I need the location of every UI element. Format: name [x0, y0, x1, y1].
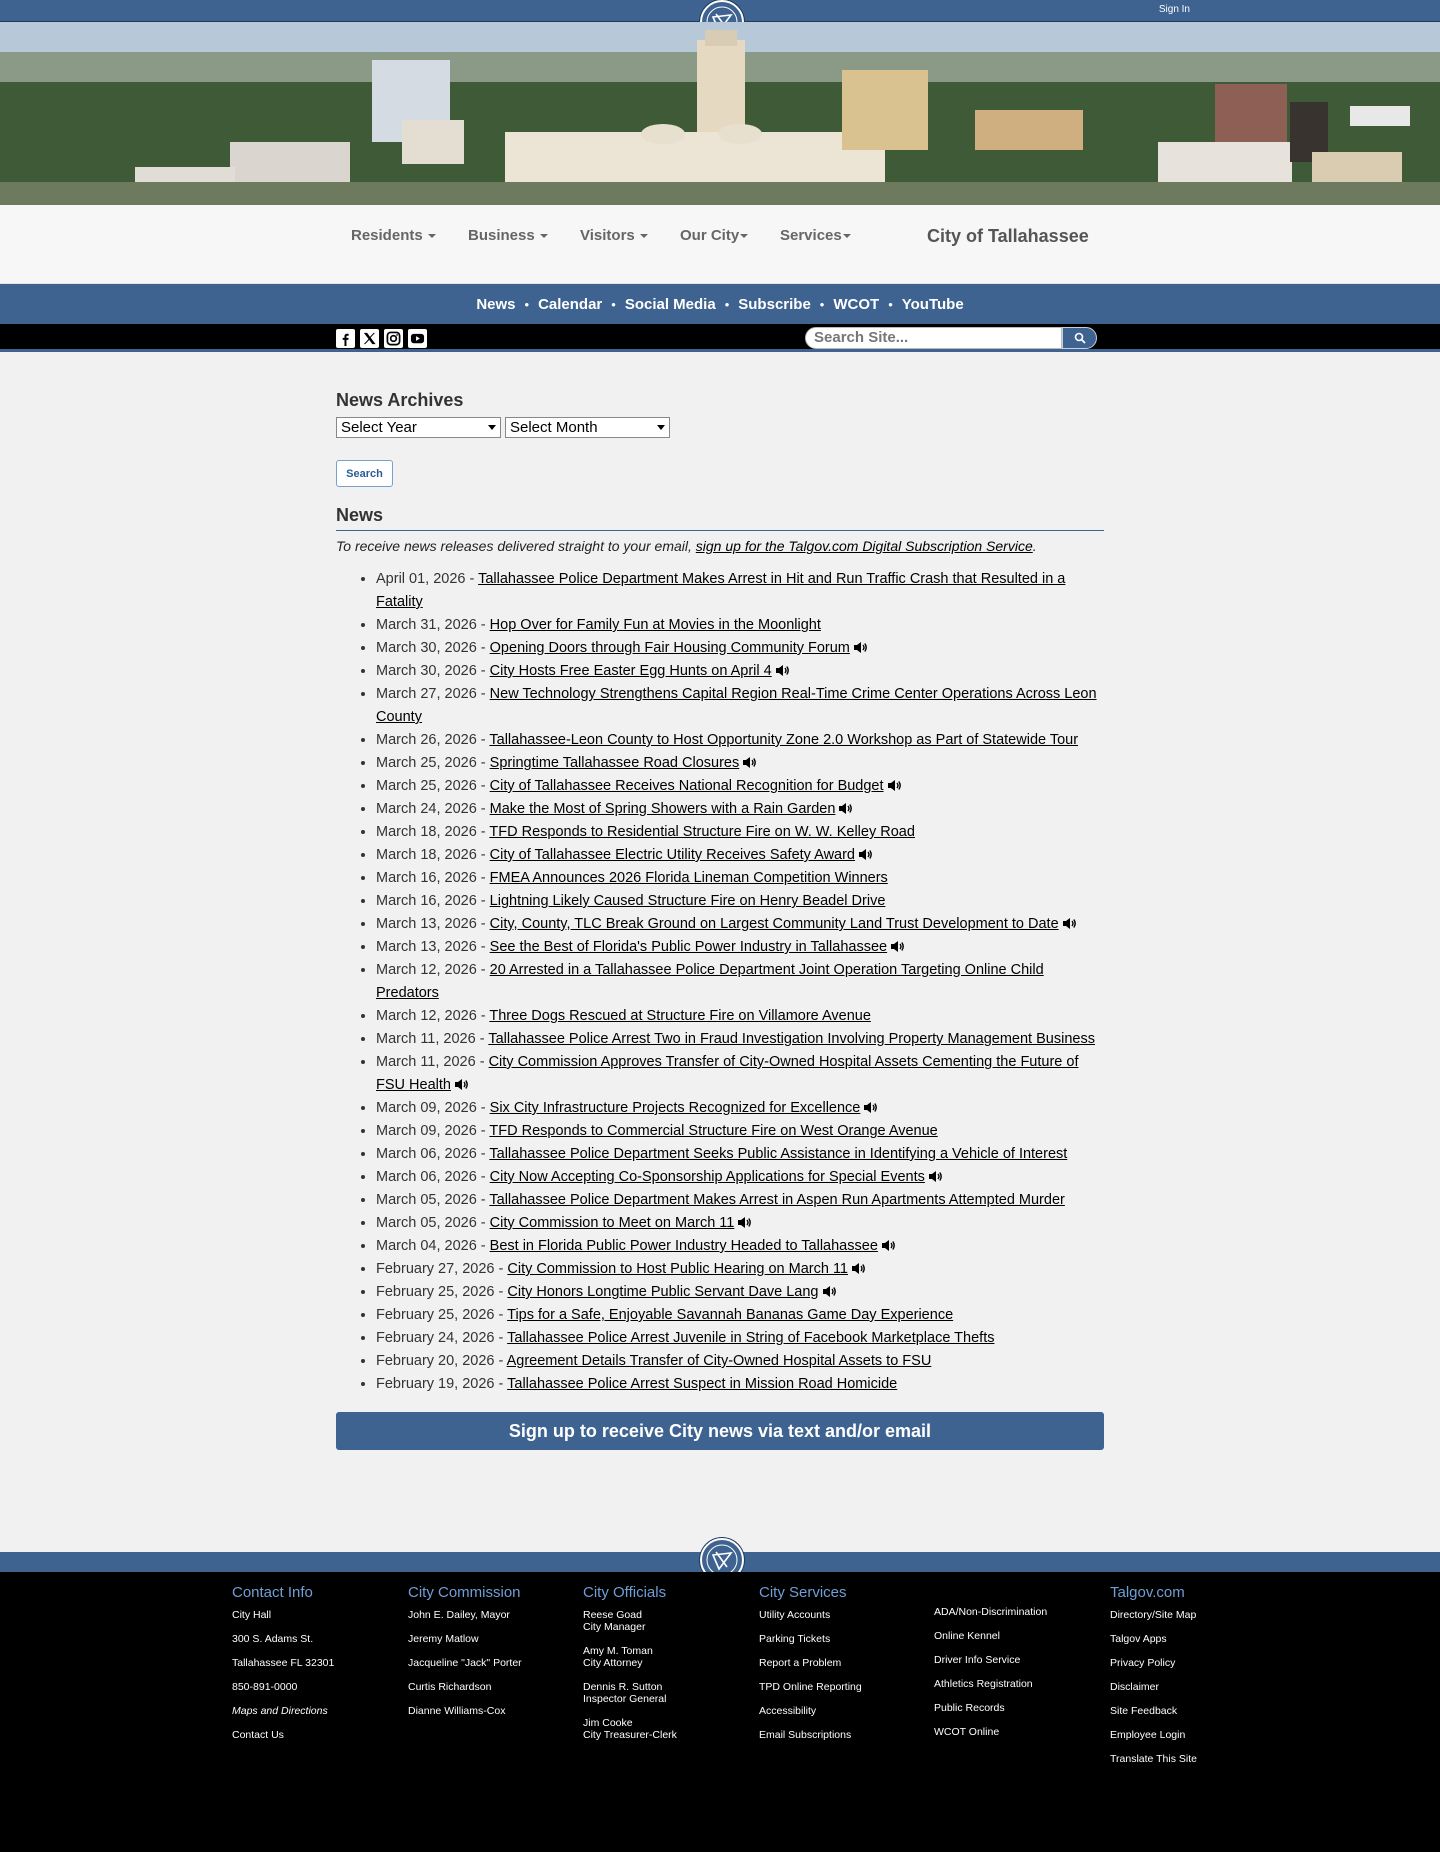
footer-link-text: Disclaimer — [1110, 1681, 1160, 1693]
news-date: April 01, 2026 — [376, 571, 466, 587]
news-link[interactable]: 20 Arrested in a Tallahassee Police Department Joint Operation Targeting Online Child Predators — [376, 962, 1044, 1001]
news-item: • February 25, 2026 - City Honors Longtime Public Servant Dave Lang — [376, 1281, 1104, 1304]
news-date: February 25, 2026 — [376, 1307, 495, 1323]
news-item: • March 24, 2026 - Make the Most of Spring Showers with a Rain Garden — [376, 798, 1104, 821]
news-item: • March 13, 2026 - See the Best of Florida's Public Power Industry in Tallahassee — [376, 936, 1104, 959]
news-date: March 30, 2026 — [376, 663, 477, 679]
footer-heading[interactable]: Contact Info — [232, 1584, 313, 1601]
news-link[interactable]: City of Tallahassee Electric Utility Receives Safety Award — [489, 847, 855, 863]
footer-link[interactable] — [583, 1717, 677, 1741]
footer-link-text: Utility Accounts — [759, 1609, 831, 1621]
subnav-calendar[interactable]: Calendar — [538, 296, 603, 313]
footer-link[interactable] — [232, 1609, 334, 1621]
news-link[interactable]: Hop Over for Family Fun at Movies in the Moonlight — [489, 617, 821, 633]
news-link[interactable]: New Technology Strengthens Capital Region Real-Time Crime Center Operations Across Leon County — [376, 686, 1097, 725]
footer-link[interactable] — [759, 1705, 862, 1717]
footer-link-text: Accessibility — [759, 1705, 817, 1717]
footer-link-text: Tallahassee FL 32301 — [232, 1657, 335, 1669]
news-item: • March 18, 2026 - TFD Responds to Residential Structure Fire on W. W. Kelley Road — [376, 821, 1104, 844]
footer-link[interactable] — [1110, 1681, 1197, 1693]
news-date: March 05, 2026 — [376, 1215, 477, 1231]
footer-link-text: Online Kennel — [934, 1630, 1000, 1642]
subnav-social-media[interactable]: Social Media — [624, 296, 716, 313]
news-item: • March 11, 2026 - City Commission Approves Transfer of City-Owned Hospital Assets Cementing the Future of FSU Health — [376, 1051, 1104, 1097]
footer-link-text: Reese Goad — [583, 1609, 642, 1621]
footer-link[interactable] — [408, 1633, 522, 1645]
footer-link-text: Public Records — [934, 1702, 1005, 1714]
news-date: March 09, 2026 — [376, 1100, 477, 1116]
footer-link[interactable] — [1110, 1657, 1197, 1669]
footer-link-text: 850-891-0000 — [232, 1681, 298, 1693]
news-link[interactable]: TFD Responds to Commercial Structure Fire on West Orange Avenue — [489, 1123, 938, 1139]
nav-services-label: Services — [780, 227, 842, 244]
footer-link[interactable] — [1110, 1633, 1197, 1645]
footer-link-text: Maps and Directions — [232, 1705, 328, 1717]
footer-heading[interactable]: Talgov.com — [1110, 1584, 1185, 1601]
news-date: March 30, 2026 — [376, 640, 477, 656]
news-intro — [336, 538, 1104, 554]
news-date: March 13, 2026 — [376, 939, 477, 955]
news-link[interactable]: Tallahassee Police Arrest Juvenile in String of Facebook Marketplace Thefts — [507, 1330, 995, 1346]
footer-link[interactable] — [408, 1681, 522, 1693]
news-link[interactable]: City Now Accepting Co-Sponsorship Applications for Special Events — [489, 1169, 925, 1185]
news-item: • February 27, 2026 - City Commission to Host Public Hearing on March 11 — [376, 1258, 1104, 1281]
footer-link[interactable] — [1110, 1705, 1197, 1717]
news-date: March 27, 2026 — [376, 686, 477, 702]
footer-heading[interactable]: City Commission — [408, 1584, 521, 1601]
footer-link[interactable] — [934, 1606, 1047, 1618]
search-icon — [1074, 332, 1086, 344]
caret-down-icon — [843, 234, 851, 238]
news-item: • March 27, 2026 - New Technology Strengthens Capital Region Real-Time Crime Center Operations Across Leon County — [376, 683, 1104, 729]
footer-link[interactable] — [934, 1654, 1047, 1666]
footer-link[interactable] — [232, 1681, 334, 1693]
news-date: March 16, 2026 — [376, 893, 477, 909]
footer-link-text: Contact Us — [232, 1729, 284, 1741]
footer-link[interactable] — [1110, 1609, 1197, 1621]
news-item: • March 09, 2026 - Six City Infrastructure Projects Recognized for Excellence — [376, 1097, 1104, 1120]
footer-link[interactable] — [759, 1729, 862, 1741]
nav-services[interactable] — [780, 227, 851, 244]
archive-search-button[interactable]: Search — [336, 460, 393, 487]
archive-filters — [336, 417, 1104, 438]
news-date: March 18, 2026 — [376, 824, 477, 840]
footer-link-text: City Treasurer-Clerk — [583, 1729, 677, 1741]
news-list — [336, 568, 1104, 1396]
footer-link-text: ADA/Non-Discrimination — [934, 1606, 1048, 1618]
news-item: • March 25, 2026 - Springtime Tallahassee Road Closures — [376, 752, 1104, 775]
footer-link[interactable] — [759, 1633, 862, 1645]
footer-link-text: City Manager — [583, 1621, 646, 1633]
news-item: • March 11, 2026 - Tallahassee Police Arrest Two in Fraud Investigation Involving Property Management Business — [376, 1028, 1104, 1051]
news-date: March 25, 2026 — [376, 755, 477, 771]
year-select-value: Select Year — [341, 419, 417, 436]
news-link[interactable]: City Commission to Host Public Hearing on March 11 — [507, 1261, 848, 1277]
news-link[interactable]: Make the Most of Spring Showers with a Rain Garden — [489, 801, 836, 817]
footer-link-text: Dianne Williams-Cox — [408, 1705, 506, 1717]
subnav-wcot[interactable]: WCOT — [833, 296, 880, 313]
footer-link[interactable] — [232, 1729, 334, 1741]
news-link[interactable]: City Commission to Meet on March 11 — [489, 1215, 735, 1231]
speaker-icon[interactable] — [1059, 916, 1077, 932]
footer-link[interactable] — [934, 1726, 1047, 1738]
footer-column — [759, 1584, 862, 1753]
news-item: • March 13, 2026 - City, County, TLC Break Ground on Largest Community Land Trust Development to Date — [376, 913, 1104, 936]
speaker-icon[interactable] — [887, 939, 905, 955]
news-date: February 19, 2026 — [376, 1376, 495, 1392]
youtube-icon[interactable] — [408, 329, 427, 348]
news-date: March 13, 2026 — [376, 916, 477, 932]
news-date: March 26, 2026 — [376, 732, 477, 748]
news-item: • March 25, 2026 - City of Tallahassee Receives National Recognition for Budget — [376, 775, 1104, 798]
news-item: • March 05, 2026 - Tallahassee Police Department Makes Arrest in Aspen Run Apartments Attempted Murder — [376, 1189, 1104, 1212]
footer-link-text: Dennis R. Sutton — [583, 1681, 663, 1693]
footer-link[interactable] — [1110, 1753, 1197, 1765]
nav-residents-label: Residents — [351, 227, 423, 244]
news-item: • March 04, 2026 - Best in Florida Public Power Industry Headed to Tallahassee — [376, 1235, 1104, 1258]
news-heading: News — [336, 505, 1104, 531]
chevron-down-icon — [657, 425, 665, 430]
separator-dot: • — [819, 297, 825, 312]
news-link[interactable]: Three Dogs Rescued at Structure Fire on Villamore Avenue — [489, 1008, 871, 1024]
speaker-icon[interactable] — [860, 1100, 878, 1116]
footer-link-text: City Hall — [232, 1609, 272, 1621]
news-link[interactable]: Lightning Likely Caused Structure Fire on Henry Beadel Drive — [489, 893, 886, 909]
footer-link-text: City Attorney — [583, 1657, 643, 1669]
archives-title: News Archives — [336, 390, 464, 410]
speaker-icon[interactable] — [855, 847, 873, 863]
news-link[interactable]: City Commission Approves Transfer of City-Owned Hospital Assets Cementing the Future of FSU Health — [376, 1054, 1079, 1093]
footer-link-text: Site Feedback — [1110, 1705, 1178, 1717]
footer-link-text: Amy M. Toman — [583, 1645, 653, 1657]
footer-heading[interactable]: City Officials — [583, 1584, 667, 1601]
footer-link[interactable] — [1110, 1729, 1197, 1741]
news-item: • March 12, 2026 - Three Dogs Rescued at Structure Fire on Villamore Avenue — [376, 1005, 1104, 1028]
news-item: • March 05, 2026 - City Commission to Meet on March 11 — [376, 1212, 1104, 1235]
news-link[interactable]: Springtime Tallahassee Road Closures — [489, 755, 740, 771]
separator-dot: • — [524, 297, 530, 312]
news-date: March 11, 2026 — [376, 1031, 476, 1047]
speaker-icon[interactable] — [835, 801, 853, 817]
news-link[interactable]: City Honors Longtime Public Servant Dave Lang — [507, 1284, 819, 1300]
news-link[interactable]: Tips for a Safe, Enjoyable Savannah Bananas Game Day Experience — [507, 1307, 954, 1323]
footer-link-text: Driver Info Service — [934, 1654, 1021, 1666]
speaker-icon[interactable] — [734, 1215, 752, 1231]
news-date: March 18, 2026 — [376, 847, 477, 863]
news-date: March 16, 2026 — [376, 870, 477, 886]
news-date: March 12, 2026 — [376, 962, 477, 978]
news-link[interactable]: See the Best of Florida's Public Power Industry in Tallahassee — [489, 939, 888, 955]
month-select[interactable] — [505, 417, 670, 438]
nav-visitors[interactable] — [580, 227, 648, 244]
footer-column — [934, 1606, 1047, 1750]
news-date: March 04, 2026 — [376, 1238, 477, 1254]
caret-down-icon — [540, 234, 548, 238]
search-button[interactable] — [1062, 327, 1097, 349]
news-item: • March 30, 2026 - Opening Doors through Fair Housing Community Forum — [376, 637, 1104, 660]
news-date: February 25, 2026 — [376, 1284, 495, 1300]
news-date: March 06, 2026 — [376, 1146, 477, 1162]
footer-link[interactable] — [934, 1678, 1047, 1690]
news-item: • February 24, 2026 - Tallahassee Police Arrest Juvenile in String of Facebook Marketplace Thefts — [376, 1327, 1104, 1350]
news-link[interactable]: City Hosts Free Easter Egg Hunts on April 4 — [489, 663, 772, 679]
news-link[interactable]: Six City Infrastructure Projects Recognized for Excellence — [489, 1100, 861, 1116]
site-brand[interactable]: City of Tallahassee — [927, 226, 1089, 246]
news-link[interactable]: Tallahassee Police Department Seeks Public Assistance in Identifying a Vehicle of Interest — [489, 1146, 1068, 1162]
footer-column — [232, 1584, 334, 1753]
news-link[interactable]: Tallahassee Police Department Makes Arrest in Hit and Run Traffic Crash that Resulted in a Fatality — [376, 571, 1066, 610]
speaker-icon[interactable] — [850, 640, 868, 656]
news-item: • March 16, 2026 - Lightning Likely Caused Structure Fire on Henry Beadel Drive — [376, 890, 1104, 913]
news-date: March 25, 2026 — [376, 778, 477, 794]
news-link[interactable]: City, County, TLC Break Ground on Largest Community Land Trust Development to Date — [489, 916, 1059, 932]
footer-link-text: Privacy Policy — [1110, 1657, 1176, 1669]
nav-our-city[interactable] — [680, 227, 748, 244]
month-select-value: Select Month — [510, 419, 598, 436]
footer-link[interactable] — [583, 1681, 677, 1705]
subnav-youtube[interactable]: YouTube — [901, 296, 964, 313]
main-navigation — [0, 205, 1440, 284]
footer-link-text: Jacqueline "Jack" Porter — [408, 1657, 522, 1669]
news-item: • February 25, 2026 - Tips for a Safe, Enjoyable Savannah Bananas Game Day Experience — [376, 1304, 1104, 1327]
x-icon[interactable] — [360, 329, 379, 348]
main-content — [336, 390, 1104, 1450]
footer-link-text: Report a Problem — [759, 1657, 842, 1669]
news-item: • March 30, 2026 - City Hosts Free Easter Egg Hunts on April 4 — [376, 660, 1104, 683]
news-item: • March 09, 2026 - TFD Responds to Commercial Structure Fire on West Orange Avenue — [376, 1120, 1104, 1143]
footer-link[interactable] — [232, 1705, 334, 1717]
speaker-icon[interactable] — [878, 1238, 896, 1254]
subnav-subscribe[interactable]: Subscribe — [738, 296, 811, 313]
instagram-icon[interactable] — [384, 329, 403, 348]
caret-down-icon — [640, 234, 648, 238]
speaker-icon[interactable] — [848, 1261, 866, 1277]
news-date: March 11, 2026 — [376, 1054, 476, 1070]
news-item: • March 16, 2026 - FMEA Announces 2026 Florida Lineman Competition Winners — [376, 867, 1104, 890]
news-item: • February 20, 2026 - Agreement Details Transfer of City-Owned Hospital Assets to FSU — [376, 1350, 1104, 1373]
footer-link-text: Inspector General — [583, 1693, 667, 1705]
news-date: February 27, 2026 — [376, 1261, 495, 1277]
footer-link[interactable] — [583, 1609, 677, 1633]
speaker-icon[interactable] — [451, 1077, 469, 1093]
subscription-link[interactable]: sign up for the Talgov.com Digital Subscription Service — [695, 538, 1033, 554]
news-link[interactable]: Best in Florida Public Power Industry Headed to Tallahassee — [489, 1238, 878, 1254]
footer-link-text: 300 S. Adams St. — [232, 1633, 314, 1645]
footer-column — [408, 1584, 522, 1729]
speaker-icon[interactable] — [925, 1169, 943, 1185]
footer-heading[interactable]: City Services — [759, 1584, 847, 1601]
footer-link[interactable] — [759, 1657, 862, 1669]
news-item: • March 06, 2026 - City Now Accepting Co-Sponsorship Applications for Special Events — [376, 1166, 1104, 1189]
footer-link[interactable] — [408, 1609, 522, 1621]
nav-residents[interactable] — [351, 227, 436, 244]
news-link[interactable]: TFD Responds to Residential Structure Fire on W. W. Kelley Road — [489, 824, 915, 840]
news-link[interactable]: Opening Doors through Fair Housing Community Forum — [489, 640, 850, 656]
news-item: • April 01, 2026 - Tallahassee Police Department Makes Arrest in Hit and Run Traffic Crash that Resulted in a Fatality — [376, 568, 1104, 614]
nav-our-city-label: Our City — [680, 227, 740, 244]
news-link[interactable]: Tallahassee-Leon County to Host Opportunity Zone 2.0 Workshop as Part of Statewide Tour — [489, 732, 1079, 748]
footer-link-text: Curtis Richardson — [408, 1681, 492, 1693]
news-link[interactable]: Tallahassee Police Arrest Suspect in Mission Road Homicide — [507, 1376, 898, 1392]
news-link[interactable]: Tallahassee Police Arrest Two in Fraud Investigation Involving Property Management Business — [488, 1031, 1095, 1047]
news-link[interactable]: FMEA Announces 2026 Florida Lineman Competition Winners — [489, 870, 888, 886]
caret-down-icon — [428, 234, 436, 238]
nav-business[interactable] — [468, 227, 548, 244]
news-date: February 20, 2026 — [376, 1353, 495, 1369]
news-link[interactable]: City of Tallahassee Receives National Recognition for Budget — [489, 778, 884, 794]
footer-link[interactable] — [232, 1633, 334, 1645]
news-item: • February 19, 2026 - Tallahassee Police Arrest Suspect in Mission Road Homicide — [376, 1373, 1104, 1396]
signup-banner-button[interactable]: Sign up to receive City news via text and/or email — [336, 1412, 1104, 1450]
news-item: • March 26, 2026 - Tallahassee-Leon County to Host Opportunity Zone 2.0 Workshop as Part of Statewide Tour — [376, 729, 1104, 752]
intro-text: To receive news releases delivered straight to your email, — [336, 538, 692, 554]
news-item: • March 12, 2026 - 20 Arrested in a Tallahassee Police Department Joint Operation Targeting Online Child Predators — [376, 959, 1104, 1005]
footer-link-text: John E. Dailey, Mayor — [408, 1609, 510, 1621]
nav-visitors-label: Visitors — [580, 227, 635, 244]
footer-link[interactable] — [408, 1657, 522, 1669]
footer-link-text: Athletics Registration — [934, 1678, 1033, 1690]
footer-link[interactable] — [759, 1681, 862, 1693]
footer-link-text: Employee Login — [1110, 1729, 1186, 1741]
separator-dot: • — [888, 297, 893, 312]
site-footer — [0, 1572, 1440, 1852]
news-date: March 24, 2026 — [376, 801, 477, 817]
news-date: February 24, 2026 — [376, 1330, 495, 1346]
intro-end: . — [1032, 538, 1037, 554]
footer-link-text: Email Subscriptions — [759, 1729, 852, 1741]
footer-link-text: Translate This Site — [1110, 1753, 1197, 1765]
footer-column — [583, 1584, 677, 1753]
footer-link[interactable] — [408, 1705, 522, 1717]
news-date: March 05, 2026 — [376, 1192, 477, 1208]
hero-skyline-image — [0, 22, 1440, 205]
footer-link[interactable] — [583, 1645, 677, 1669]
speaker-icon[interactable] — [772, 663, 790, 679]
sign-in-link[interactable]: Sign In — [1158, 4, 1190, 15]
news-date: March 12, 2026 — [376, 1008, 477, 1024]
footer-link[interactable] — [934, 1702, 1047, 1714]
secondary-navigation — [0, 284, 1440, 324]
news-item: • March 06, 2026 - Tallahassee Police Department Seeks Public Assistance in Identifying a Vehicle of Interest — [376, 1143, 1104, 1166]
news-item: • March 31, 2026 - Hop Over for Family Fun at Movies in the Moonlight — [376, 614, 1104, 637]
footer-link-text: Jim Cooke — [583, 1717, 633, 1729]
news-item: • March 18, 2026 - City of Tallahassee Electric Utility Receives Safety Award — [376, 844, 1104, 867]
footer-column — [1110, 1584, 1197, 1777]
news-date: March 31, 2026 — [376, 617, 477, 633]
caret-down-icon — [740, 234, 748, 238]
search-input[interactable]: Search Site... — [805, 327, 1062, 349]
footer-link-text: TPD Online Reporting — [759, 1681, 862, 1693]
footer-link-text: Jeremy Matlow — [408, 1633, 479, 1645]
footer-link[interactable] — [232, 1657, 334, 1669]
subnav-news[interactable]: News — [476, 296, 516, 313]
footer-link-text: Talgov Apps — [1110, 1633, 1167, 1645]
news-link[interactable]: Agreement Details Transfer of City-Owned Hospital Assets to FSU — [506, 1353, 932, 1369]
footer-link-text: Directory/Site Map — [1110, 1609, 1197, 1621]
social-search-bar — [0, 324, 1440, 352]
year-select[interactable] — [336, 417, 501, 438]
footer-link-text: Parking Tickets — [759, 1633, 831, 1645]
nav-business-label: Business — [468, 227, 535, 244]
chevron-down-icon — [488, 425, 496, 430]
footer-link-text: WCOT Online — [934, 1726, 1000, 1738]
facebook-icon[interactable] — [336, 329, 355, 348]
speaker-icon[interactable] — [739, 755, 757, 771]
news-date: March 09, 2026 — [376, 1123, 477, 1139]
news-date: March 06, 2026 — [376, 1169, 477, 1185]
footer-link[interactable] — [759, 1609, 862, 1621]
news-link[interactable]: Tallahassee Police Department Makes Arrest in Aspen Run Apartments Attempted Murder — [489, 1192, 1065, 1208]
speaker-icon[interactable] — [884, 778, 902, 794]
speaker-icon[interactable] — [819, 1284, 837, 1300]
separator-dot: • — [724, 297, 730, 312]
footer-link[interactable] — [934, 1630, 1047, 1642]
separator-dot: • — [611, 297, 616, 312]
